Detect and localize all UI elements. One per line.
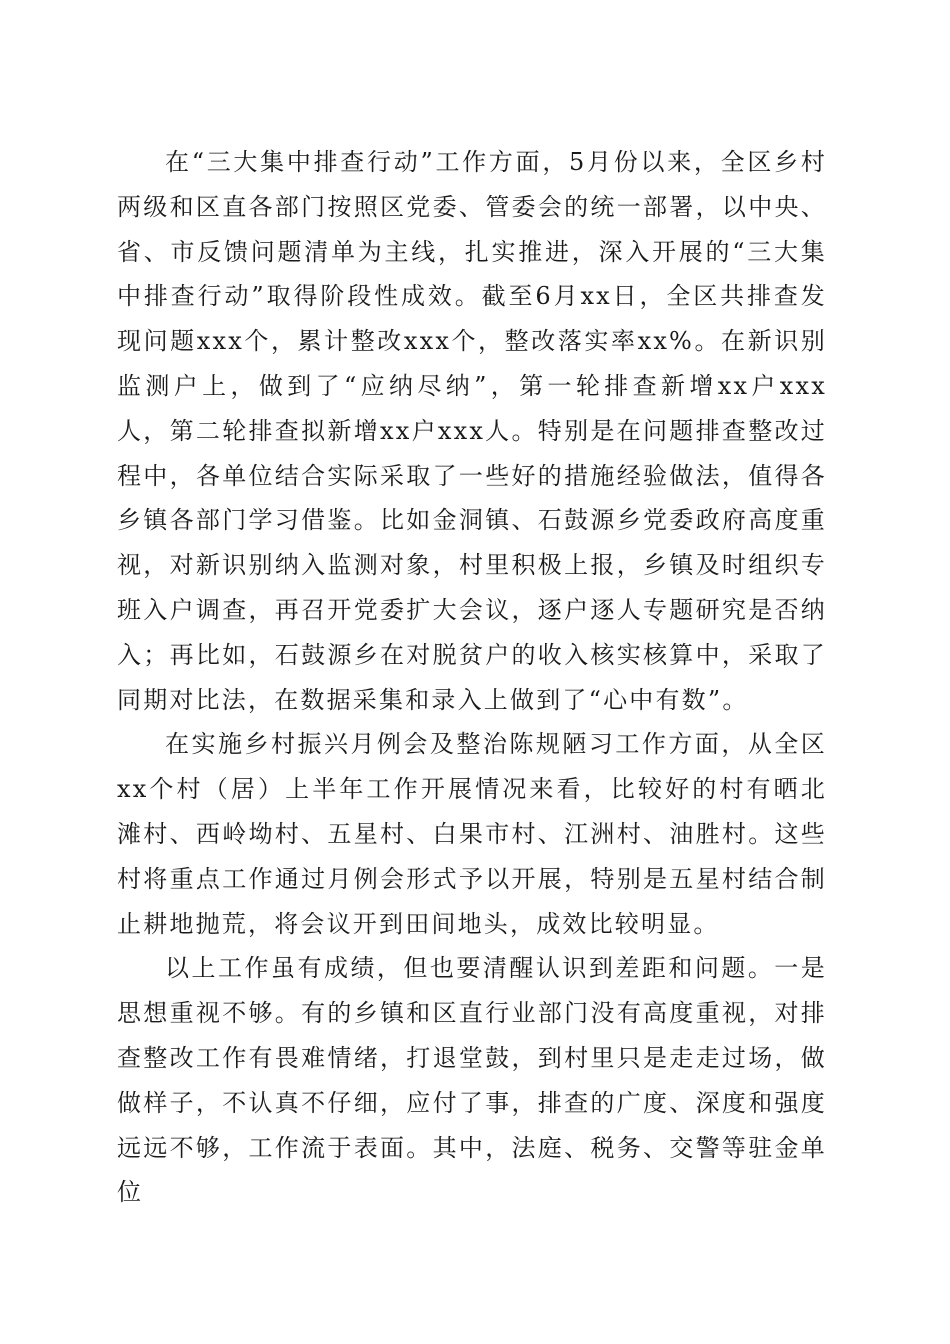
paragraph-inspection-actions: 在“三大集中排查行动”工作方面，5月份以来，全区乡村两级和区直各部门按照区党委、管委会的统一部署，以中央、省、市反馈问题清单为主线，扎实推进，深入开展的“三大集中排查行动”取得阶段性成效。截至6月xx日，全区共排查发现问题xxx个，累计整改xxx个，整改落实率xx%。在新识别监测户上，做到了“应纳尽纳”，第一轮排查新增xx户xxx人，第二轮排查拟新增xx户xxx人。特别是在问题排查整改过程中，各单位结合实际采取了一些好的措施经验做法，值得各乡镇各部门学习借鉴。比如金洞镇、石鼓源乡党委政府高度重视，对新识别纳入监测对象，村里积极上报，乡镇及时组织专班入户调查，再召开党委扩大会议，逐户逐人专题研究是否纳入；再比如，石鼓源乡在对脱贫户的收入核实核算中，采取了同期对比法，在数据采集和录入上做到了“心中有数”。 <box>117 148 827 714</box>
paragraph-problems: 以上工作虽有成绩，但也要清醒认识到差距和问题。一是思想重视不够。有的乡镇和区直行业部门没有高度重视，对排查整改工作有畏难情绪，打退堂鼓，到村里只是走走过场，做做样子，不认真不仔细，应付了事，排查的广度、深度和强度远远不够，工作流于表面。其中，法庭、税务、交警等驻金单位 <box>117 954 827 1207</box>
paragraph-monthly-meetings: 在实施乡村振兴月例会及整治陈规陋习工作方面，从全区xx个村（居）上半年工作开展情况来看，比较好的村有晒北滩村、西岭坳村、五星村、白果市村、江洲村、油胜村。这些村将重点工作通过月例会形式予以开展，特别是五星村结合制止耕地抛荒，将会议开到田间地头，成效比较明显。 <box>117 730 827 938</box>
document-body <box>117 140 827 1215</box>
